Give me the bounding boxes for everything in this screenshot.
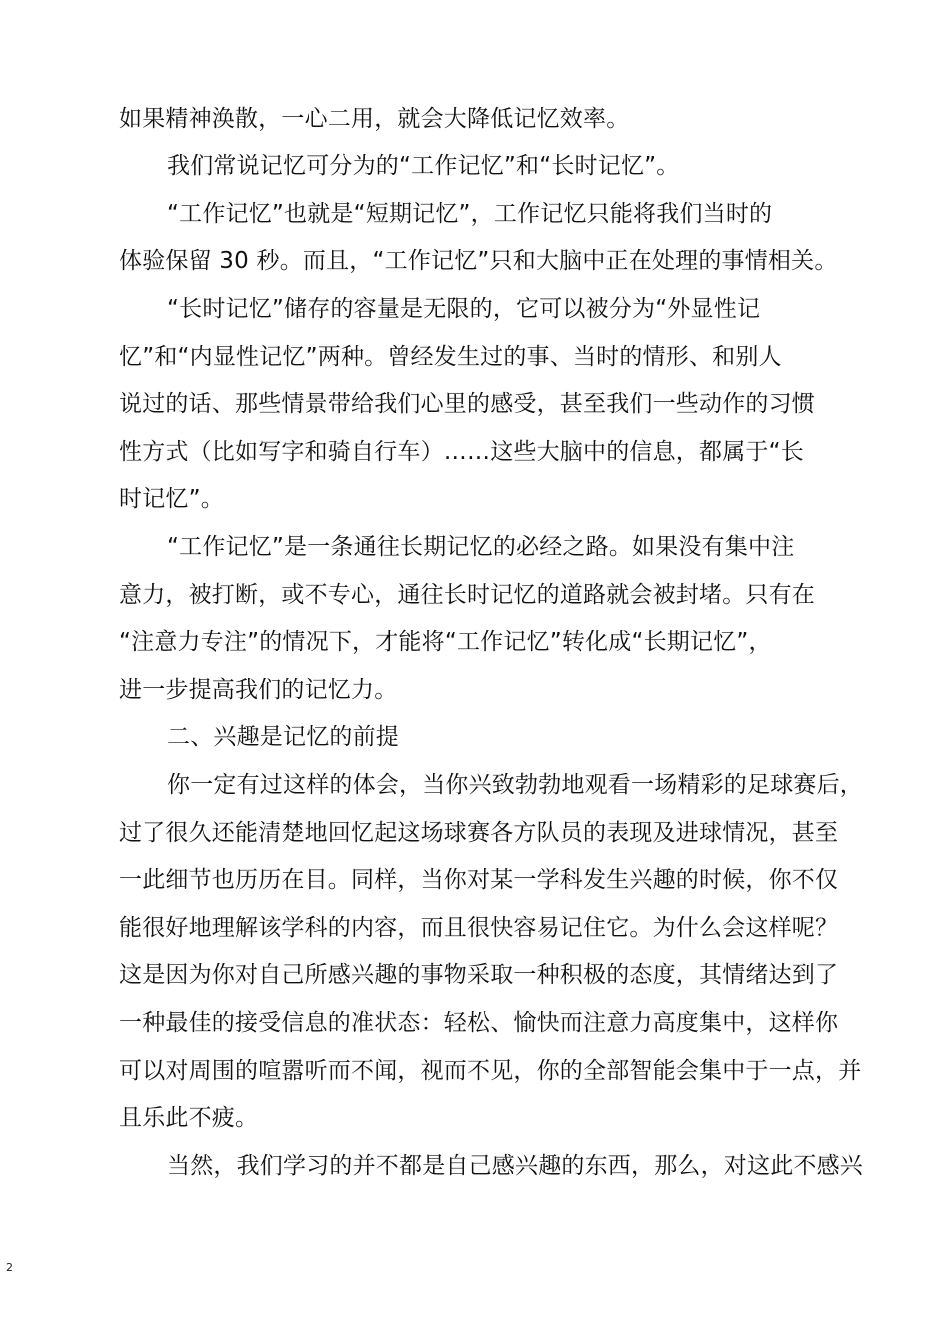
text-line: 时记忆”。 (119, 486, 224, 512)
text-line: 忆”和“内显性记忆”两种。曾经发生过的事、当时的情形、和别人 (119, 344, 782, 370)
text-line: “长时记忆”储存的容量是无限的，它可以被分为“外显性记 (167, 296, 761, 322)
text-line: 过了很久还能清楚地回忆起这场球赛各方队员的表现及进球情况，甚至 (119, 820, 839, 846)
page-number: 2 (6, 1261, 13, 1274)
text-line: 你一定有过这样的体会，当你兴致勃勃地观看一场精彩的足球赛后， (167, 772, 863, 798)
section-heading: 二、兴趣是记忆的前提 (167, 724, 399, 750)
text-line: “注意力专注”的情况下，才能将“工作记忆”转化成“长期记忆”， (119, 629, 772, 655)
text-line: 一此细节也历历在目。同样，当你对某一学科发生兴趣的时候，你不仅 (119, 867, 839, 893)
text-line: 进一步提高我们的记忆力。 (119, 677, 398, 703)
text-line: 这是因为你对自己所感兴趣的事物采取一种积极的态度，其情绪达到了 (119, 962, 839, 988)
text-line: 体验保留 30 秒。而且，“工作记忆”只和大脑中正在处理的事情相关。 (119, 248, 838, 274)
text-line: 性方式（比如写字和骑自行车）……这些大脑中的信息，都属于“长 (119, 439, 804, 465)
text-line: “工作记忆”是一条通往长期记忆的必经之路。如果没有集中注 (167, 534, 795, 560)
text-line: 意力，被打断，或不专心，通往长时记忆的道路就会被封堵。只有在 (119, 582, 815, 608)
text-line: 如果精神涣散，一心二用，就会大降低记忆效率。 (119, 106, 630, 132)
text-line: “工作记忆”也就是“短期记忆”，工作记忆只能将我们当时的 (167, 201, 773, 227)
text-line: 一种最佳的接受信息的准状态：轻松、愉快而注意力高度集中，这样你 (119, 1010, 839, 1036)
text-line: 且乐此不疲。 (119, 1105, 259, 1131)
text-line: 能很好地理解该学科的内容，而且很快容易记住它。为什么会这样呢？ (119, 915, 839, 941)
text-line: 说过的话、那些情景带给我们心里的感受，甚至我们一些动作的习惯 (119, 391, 815, 417)
text-line: 当然，我们学习的并不都是自己感兴趣的东西，那么，对这此不感兴 (167, 1153, 863, 1179)
text-line: 我们常说记忆可分为的“工作记忆”和“长时记忆”。 (167, 153, 680, 179)
text-line: 可以对周围的喧嚣听而不闻，视而不见，你的全部智能会集中于一点，并 (119, 1058, 862, 1084)
